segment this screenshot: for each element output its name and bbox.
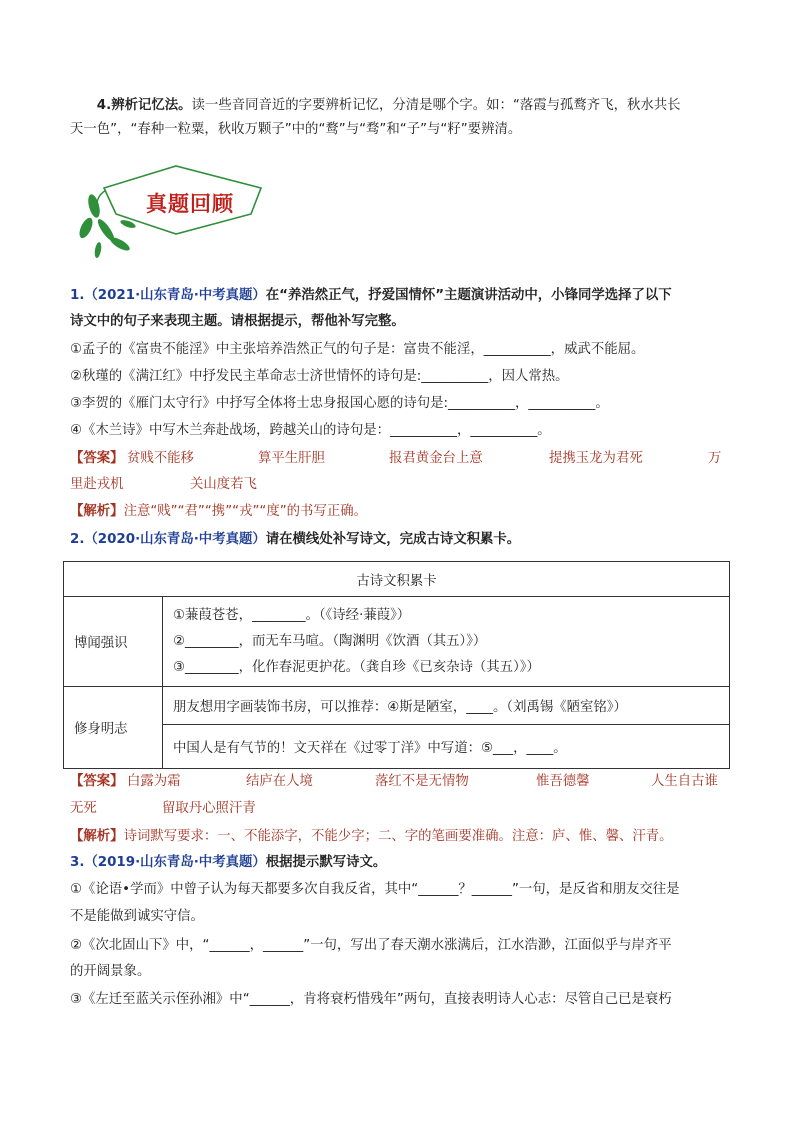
q1-answer-2: 算平生肝胆	[258, 451, 325, 466]
q1-item-1: ①孟子的《富贵不能淫》中主张培养浩然正气的句子是：富贵不能淫，__________，威武不能屈。	[70, 342, 645, 357]
q1-answer-1: 贫贱不能移	[127, 451, 194, 466]
card-row1-line1: ①蒹葭苍苍，________。（《诗经·蒹葭》）	[173, 607, 411, 623]
q3-item-1b: 不是能做到诚实守信。	[70, 909, 204, 924]
q1-answer-label: 【答案】	[70, 451, 124, 466]
q1-source: （2021·山东青岛·中考真题）	[84, 288, 266, 303]
q2-answer-1: 白露为霜	[127, 774, 181, 789]
q2-number: 2.	[70, 532, 85, 547]
section-banner	[76, 158, 266, 258]
q1-heading	[70, 284, 672, 308]
method-lead: 4.辨析记忆法。	[96, 98, 192, 113]
q1-analysis-text: 注意“贱”“君”“携”“戎”“度”的书写正确。	[123, 504, 368, 519]
q2-answer-7: 留取丹心照汗青	[162, 801, 256, 816]
card-title: 古诗文积累卡	[64, 562, 730, 597]
card-row1-label: 博闻强识	[64, 597, 163, 687]
q2-source: （2020·山东青岛·中考真题）	[84, 532, 266, 547]
q1-heading-line2: 诗文中的句子来表现主题。请根据提示，帮他补写完整。	[70, 314, 405, 329]
q1-answer-3: 报君黄金台上意	[389, 451, 483, 466]
card-row2-b: 中国人是有气节的！文天祥在《过零丁洋》中写道：⑤___，____。	[163, 725, 730, 769]
accumulation-card	[63, 561, 730, 769]
q1-answer-7: 关山度若飞	[190, 477, 257, 492]
q2-analysis	[70, 825, 673, 849]
q2-answer-5: 人生自古谁	[651, 774, 718, 789]
q1-analysis	[70, 500, 367, 524]
q1-heading-text: 在“养浩然正气，抒爱国情怀”主题演讲活动中，小锋同学选择了以下	[265, 288, 672, 303]
q3-item-2a: ②《次北固山下》中，“______，______”一句，写出了春天潮水涨满后，江水浩渺，江面似乎与岸齐平	[70, 938, 672, 953]
q1-number: 1.	[70, 288, 85, 303]
q2-answer-2: 结庐在人境	[246, 774, 313, 789]
q3-source: （2019·山东青岛·中考真题）	[84, 855, 266, 870]
q3-item-1a: ①《论语•学而》中曾子认为每天都要多次自我反省，其中“______？______”一句，是反省和朋友交往是	[70, 882, 680, 897]
q2-heading	[70, 528, 520, 552]
q1-item-4: ④《木兰诗》中写木兰奔赴战场，跨越关山的诗句是：__________，__________。	[70, 423, 551, 438]
method-line1: 读一些音同音近的字要辨析记忆，分清是哪个字。如：“落霞与孤鹜齐飞，秋水共长	[191, 98, 681, 113]
method-paragraph	[70, 94, 730, 118]
q3-item-2b: 的开阔景象。	[70, 964, 151, 979]
method-line2: 天一色”，“春种一粒粟，秋收万颗子”中的“鹜”与“骛”和“子”与“籽”要辨清。	[70, 122, 522, 137]
q3-number: 3.	[70, 855, 85, 870]
q2-analysis-text: 诗词默写要求：一、不能添字，不能少字；二、字的笔画要准确。注意：庐、惟、馨、汗青。	[123, 829, 673, 844]
q3-item-3a: ③《左迁至蓝关示侄孙湘》中“______，肯将衰朽惜残年”两句，直接表明诗人心志：尽管自己已是衰朽	[70, 992, 672, 1007]
q3-heading-text: 根据提示默写诗文。	[265, 855, 387, 870]
card-row2-label: 修身明志	[64, 687, 163, 769]
card-row1-line3: ③________，化作春泥更护花。（龚自珍《已亥杂诗（其五）》）	[173, 659, 540, 675]
q1-item-2: ②秋瑾的《满江红》中抒发民主革命志士济世情怀的诗句是:__________，因人常热。	[70, 369, 569, 384]
q2-answer-label: 【答案】	[70, 774, 124, 789]
card-row2-a: 朋友想用字画装饰书房，可以推荐：④斯是陋室，____。（刘禹锡《陋室铭》）	[163, 687, 730, 725]
q2-answer-3: 落红不是无情物	[375, 774, 469, 789]
q1-answer-5: 万	[708, 451, 722, 466]
q3-heading	[70, 851, 386, 875]
q2-answer-4: 惟吾德馨	[536, 774, 590, 789]
q2-heading-text: 请在横线处补写诗文，完成古诗文积累卡。	[265, 532, 521, 547]
card-row1-content	[163, 597, 730, 687]
q1-answer-4: 提携玉龙为君死	[549, 451, 643, 466]
q1-item-3: ③李贺的《雁门太守行》中抒写全体将士忠身报国心愿的诗句是:__________，__________。	[70, 396, 609, 411]
q1-answer-6: 里赴戎机	[70, 477, 124, 492]
q2-analysis-label: 【解析】	[70, 829, 124, 844]
banner-title: 真题回顾	[146, 191, 234, 216]
card-row1-line2: ②________，而无车马喧。（陶渊明《饮酒（其五）》）	[173, 633, 487, 649]
q1-analysis-label: 【解析】	[70, 504, 124, 519]
q2-answer-6: 无死	[70, 801, 97, 816]
